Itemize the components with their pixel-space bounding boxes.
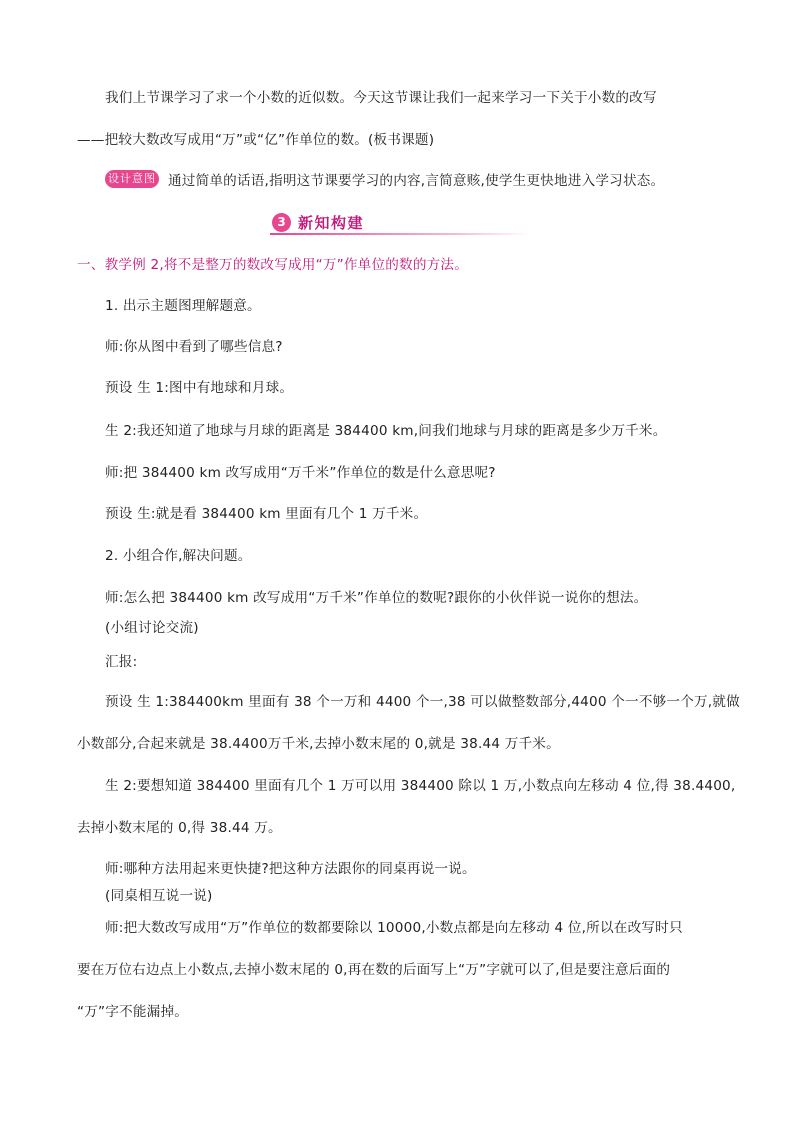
intro-paragraph-line-2: ——把较大数改写成用“万”或“亿”作单位的数。(板书课题) — [77, 132, 435, 148]
heading-example-2: 一、教学例 2,将不是整万的数改写成用“万”作单位的数的方法。 — [77, 257, 469, 273]
teacher-summary-line-2: 要在万位右边点上小数点,去掉小数末尾的 0,再在数的后面写上“万”字就可以了,但是要注意后面的 — [77, 962, 671, 978]
teacher-question-4: 师:哪种方法用起来更快捷?把这种方法跟你的同桌再说一说。 — [105, 861, 476, 877]
group-discussion-note: (小组讨论交流) — [105, 620, 199, 636]
student-answer-2: 生 2:我还知道了地球与月球的距离是 384400 km,问我们地球与月球的距离是多少万千米。 — [105, 423, 667, 439]
design-intent-badge: 设计意图 — [105, 170, 159, 188]
teacher-question-2: 师:把 384400 km 改写成用“万千米”作单位的数是什么意思呢? — [105, 465, 496, 481]
deskmate-discussion-note: (同桌相互说一说) — [105, 888, 213, 904]
student-answer-5-line-2: 去掉小数末尾的 0,得 38.44 万。 — [77, 820, 282, 836]
step-2: 2. 小组合作,解决问题。 — [105, 548, 252, 564]
student-answer-4-line-2: 小数部分,合起来就是 38.4400万千米,去掉小数末尾的 0,就是 38.44 万千米。 — [77, 736, 560, 752]
section-header — [270, 211, 530, 235]
intro-paragraph-line-1: 我们上节课学习了求一个小数的近似数。今天这节课让我们一起来学习一下关于小数的改写 — [105, 90, 657, 106]
report-label: 汇报: — [105, 654, 138, 670]
teacher-summary-line-3: “万”字不能漏掉。 — [77, 1004, 189, 1020]
teacher-question-3: 师:怎么把 384400 km 改写成用“万千米”作单位的数呢?跟你的小伙伴说一说你的想法。 — [105, 590, 648, 606]
teacher-question-1: 师:你从图中看到了哪些信息? — [105, 339, 283, 355]
section-number-badge: 3 — [272, 213, 291, 232]
student-answer-5-line-1: 生 2:要想知道 384400 里面有几个 1 万可以用 384400 除以 1 万,小数点向左移动 4 位,得 38.4400, — [105, 778, 736, 794]
student-answer-4-line-1: 预设 生 1:384400km 里面有 38 个一万和 4400 个一,38 可以做整数部分,4400 个一不够一个万,就做 — [105, 694, 740, 710]
section-underline — [270, 233, 530, 235]
student-answer-3: 预设 生:就是看 384400 km 里面有几个 1 万千米。 — [105, 506, 428, 522]
teacher-summary-line-1: 师:把大数改写成用“万”作单位的数都要除以 10000,小数点都是向左移动 4 位,所以在改写时只 — [105, 920, 683, 936]
section-title: 新知构建 — [298, 214, 365, 232]
design-intent-text: 通过简单的话语,指明这节课要学习的内容,言简意赅,使学生更快地进入学习状态。 — [168, 173, 665, 189]
step-1: 1. 出示主题图理解题意。 — [105, 298, 261, 314]
student-answer-1: 预设 生 1:图中有地球和月球。 — [105, 380, 294, 396]
